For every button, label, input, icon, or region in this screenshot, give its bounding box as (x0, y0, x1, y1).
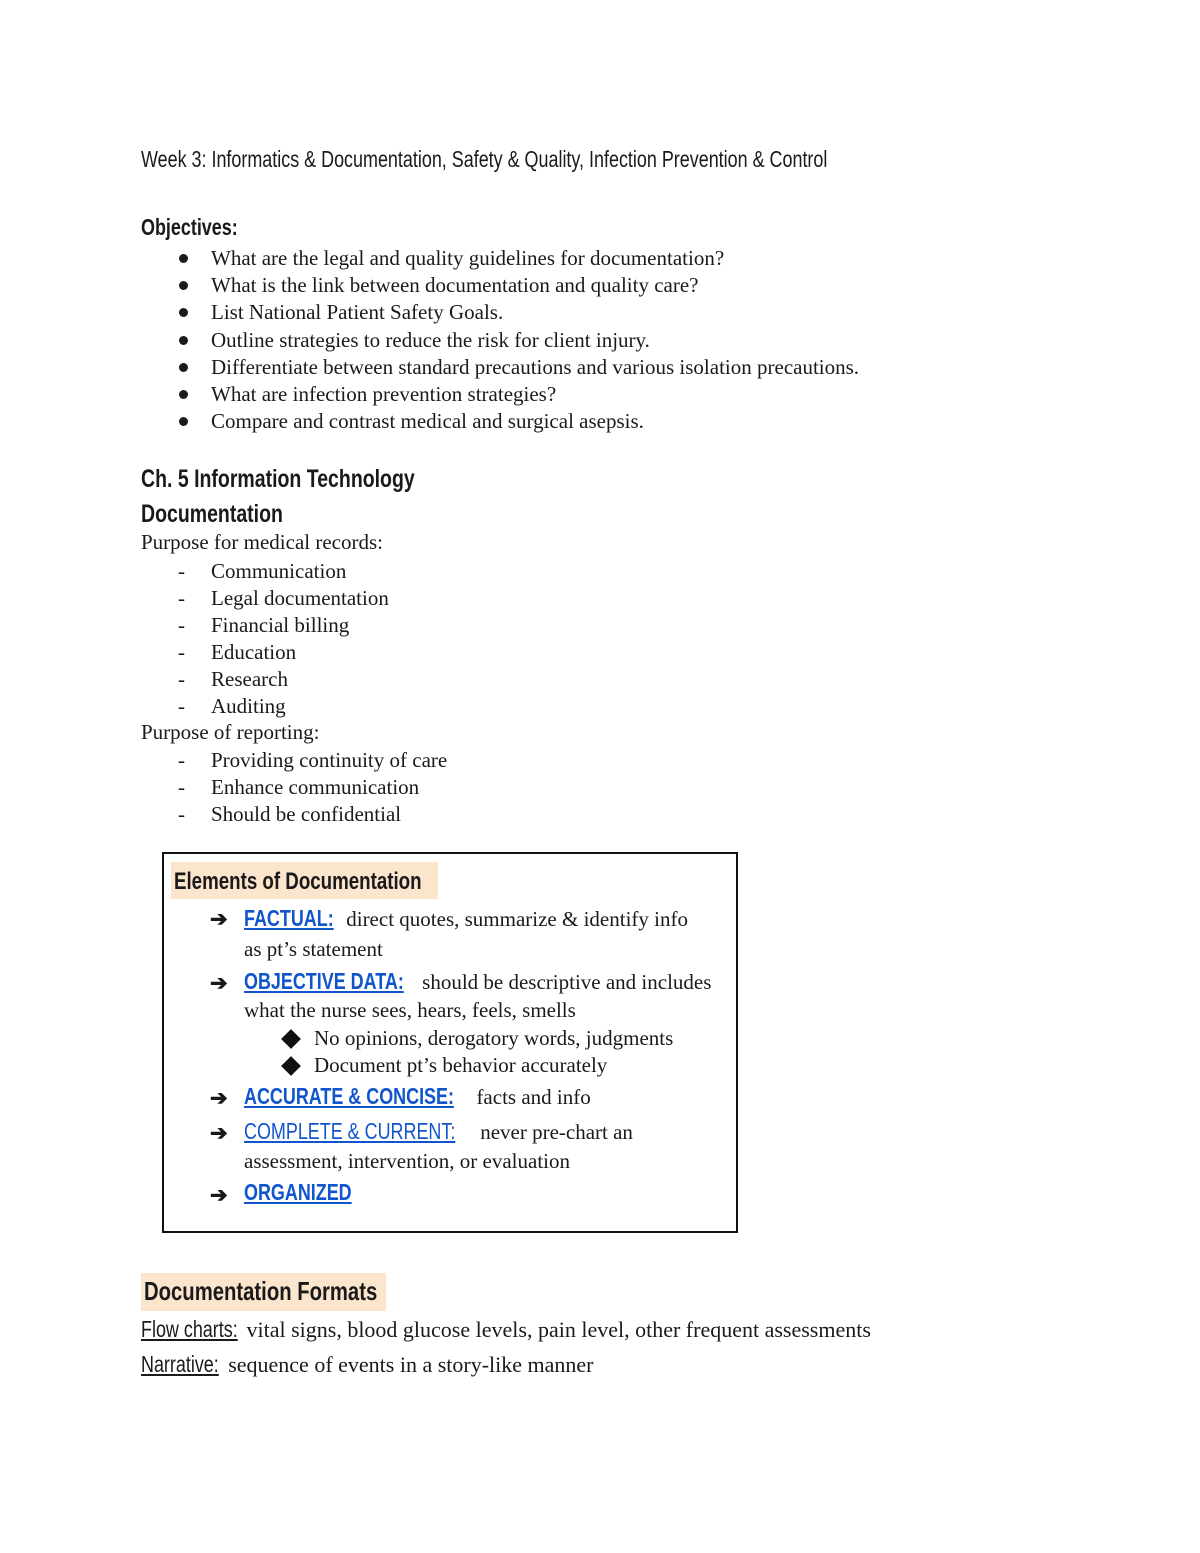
list-item: - Legal documentation (178, 586, 389, 611)
narrative-term: Narrative: (141, 1351, 219, 1377)
list-item: What are the legal and quality guidelines for documentation? (176, 245, 859, 272)
list-item: - Should be confidential (178, 802, 402, 827)
documentation-subheading: Documentation (141, 500, 283, 528)
arrow-icon: ➔ (210, 970, 228, 995)
objectives-heading: Objectives: (141, 214, 238, 240)
bullet-icon (179, 336, 188, 345)
objective-data-line-2: what the nurse sees, hears, feels, smells (244, 998, 576, 1022)
list-item: Outline strategies to reduce the risk for client injury. (176, 327, 859, 354)
arrow-icon: ➔ (210, 906, 228, 931)
formats-heading: Documentation Formats (141, 1276, 386, 1307)
records-purpose-label: Purpose for medical records: (141, 530, 384, 554)
narrative-line: Narrative: sequence of events in a story-like manner (141, 1351, 594, 1377)
complete-line: COMPLETE & CURRENT: never pre-chart an (244, 1118, 633, 1144)
objective-data-term: OBJECTIVE DATA: (244, 968, 404, 994)
list-item: - Auditing (178, 694, 286, 719)
list-item: Differentiate between standard precautions and various isolation precautions. (176, 354, 859, 381)
factual-line: FACTUAL: direct quotes, summarize & identify info (244, 905, 688, 931)
bullet-icon (179, 417, 188, 426)
list-item: - Enhance communication (178, 775, 420, 800)
bullet-icon (179, 281, 188, 290)
reporting-purpose-list (176, 747, 447, 828)
organized-term: ORGANIZED (244, 1179, 352, 1205)
bullet-icon (179, 254, 188, 263)
flow-charts-line: Flow charts: vital signs, blood glucose levels, pain level, other frequent assessments (141, 1316, 871, 1342)
arrow-icon: ➔ (210, 1085, 228, 1110)
records-purpose-list (176, 558, 389, 721)
list-item: What are infection prevention strategies? (176, 381, 859, 408)
objective-data-line: OBJECTIVE DATA: should be descriptive and includes (244, 968, 712, 994)
page-title: Week 3: Informatics & Documentation, Safety & Quality, Infection Prevention & Control (141, 146, 828, 172)
accurate-line: ACCURATE & CONCISE: facts and info (244, 1083, 591, 1109)
list-item: - Communication (178, 559, 347, 583)
bullet-icon (179, 308, 188, 317)
accurate-term: ACCURATE & CONCISE: (244, 1083, 454, 1109)
objectives-list (176, 245, 859, 435)
objective-sub-item: No opinions, derogatory words, judgments (314, 1026, 674, 1050)
list-item: - Providing continuity of care (178, 748, 448, 772)
list-item: List National Patient Safety Goals. (176, 299, 859, 326)
chapter-heading: Ch. 5 Information Technology (141, 465, 415, 493)
arrow-icon: ➔ (210, 1120, 228, 1145)
organized-line (244, 1179, 364, 1206)
list-item: - Research (178, 667, 288, 692)
list-item: - Education (178, 640, 297, 665)
list-item: What is the link between documentation and quality care? (176, 272, 859, 299)
complete-term: COMPLETE & CURRENT: (244, 1118, 456, 1144)
bullet-icon (179, 390, 188, 399)
arrow-icon: ➔ (210, 1182, 228, 1207)
reporting-purpose-label: Purpose of reporting: (141, 720, 320, 744)
bullet-icon (179, 363, 188, 372)
list-item: - Financial billing (178, 613, 350, 638)
complete-line-2: assessment, intervention, or evaluation (244, 1149, 571, 1173)
factual-term: FACTUAL: (244, 905, 334, 931)
factual-line-2: as pt’s statement (244, 937, 383, 961)
flow-charts-term: Flow charts: (141, 1316, 238, 1342)
elements-heading: Elements of Documentation (171, 866, 438, 896)
list-item: Compare and contrast medical and surgical asepsis. (176, 408, 859, 435)
objective-sub-item: Document pt’s behavior accurately (314, 1053, 608, 1077)
